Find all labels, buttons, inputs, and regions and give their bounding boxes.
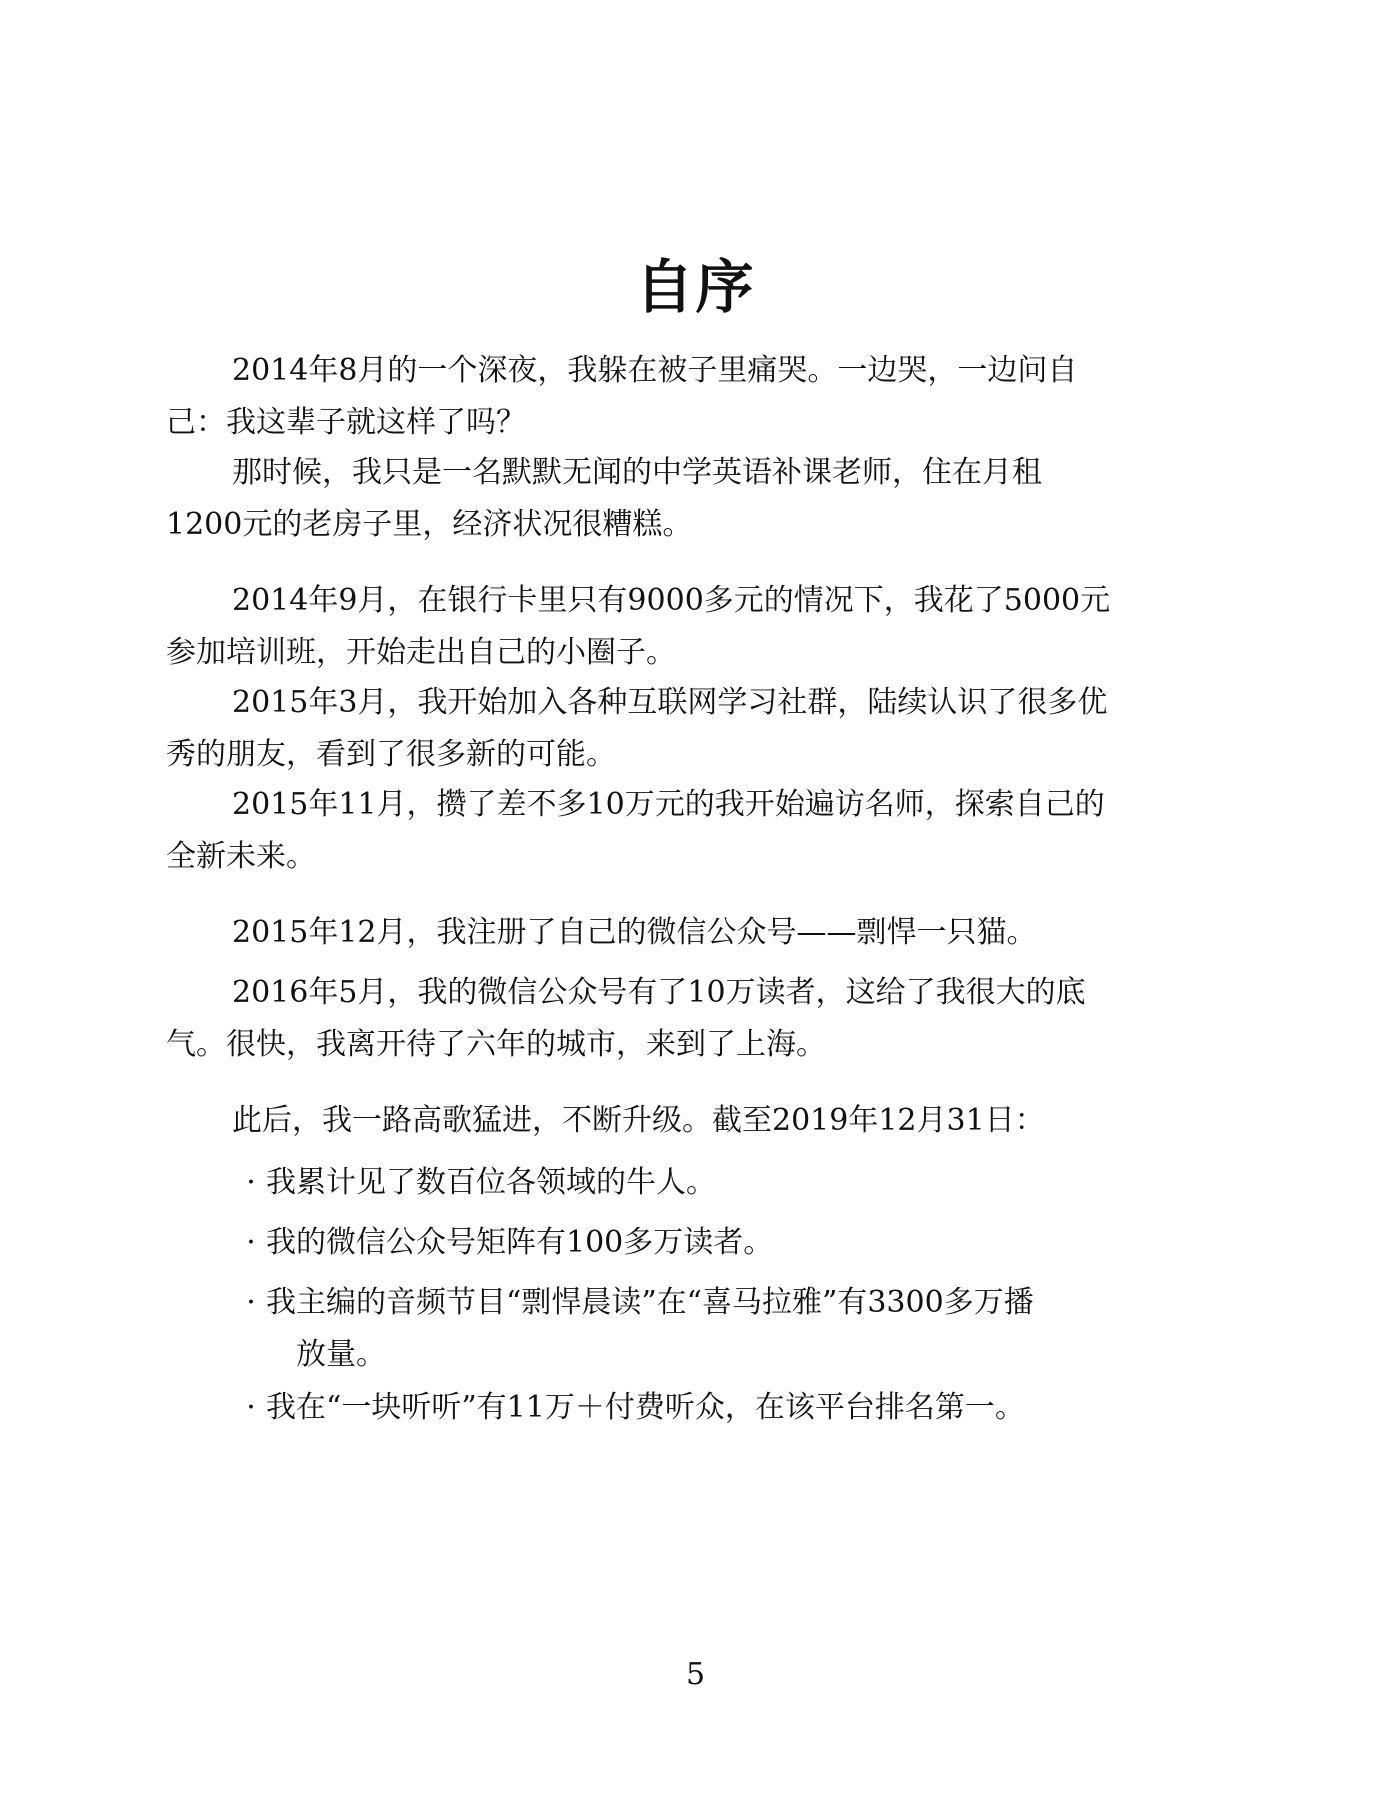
paragraph-line: 2016年5月，我的微信公众号有了10万读者，这给了我很大的底 (232, 975, 1086, 1010)
bullet-mark: · (246, 1390, 256, 1425)
paragraph-line: 2015年3月，我开始加入各种互联网学习社群，陆续认识了很多优 (232, 685, 1108, 720)
bullet-mark: · (246, 1285, 256, 1320)
paragraph-8 (166, 1095, 1226, 1147)
bullet-mark: · (246, 1165, 256, 1200)
paragraph-line: 秀的朋友，看到了很多新的可能。 (166, 737, 616, 772)
paragraph-line: 此后，我一路高歌猛进，不断升级。截至2019年12月31日： (232, 1103, 1045, 1138)
paragraph-2 (166, 447, 1226, 551)
paragraph-line: 1200元的老房子里，经济状况很糟糕。 (166, 507, 693, 542)
page-number: 5 (685, 1657, 706, 1692)
bullet-mark: · (246, 1225, 256, 1260)
bullet-text: 我的微信公众号矩阵有100多万读者。 (266, 1225, 774, 1260)
paragraph-line: 2014年9月，在银行卡里只有9000多元的情况下，我花了5000元 (232, 583, 1111, 618)
bullet-item-2 (236, 1217, 1226, 1269)
bullet-item-1 (236, 1157, 1226, 1209)
paragraph-4 (166, 677, 1226, 781)
bullet-item-3 (236, 1277, 1226, 1381)
paragraph-3 (166, 575, 1226, 679)
paragraph-line: 全新未来。 (166, 839, 316, 874)
paragraph-7 (166, 967, 1226, 1071)
paragraph-1 (166, 345, 1226, 449)
page-title: 自序 (635, 253, 756, 321)
bullet-text: 我在“一块听听”有11万＋付费听众，在该平台排名第一。 (266, 1390, 1025, 1425)
bullet-item-4 (236, 1382, 1226, 1434)
bullet-text: 我累计见了数百位各领域的牛人。 (266, 1165, 716, 1200)
bullet-text-continued: 放量。 (296, 1337, 386, 1372)
paragraph-line: 参加培训班，开始走出自己的小圈子。 (166, 635, 676, 670)
paragraph-line: 那时候，我只是一名默默无闻的中学英语补课老师，住在月租 (232, 455, 1042, 490)
paragraph-6 (166, 907, 1226, 959)
paragraph-line: 2015年12月，我注册了自己的微信公众号——剽悍一只猫。 (232, 915, 1037, 950)
paragraph-5 (166, 779, 1226, 883)
paragraph-line: 2015年11月，攒了差不多10万元的我开始遍访名师，探索自己的 (232, 787, 1105, 822)
bullet-text: 我主编的音频节目“剽悍晨读”在“喜马拉雅”有3300多万播 (266, 1285, 1034, 1320)
paragraph-line: 2014年8月的一个深夜，我躲在被子里痛哭。一边哭，一边问自 (232, 353, 1078, 388)
paragraph-line: 己：我这辈子就这样了吗？ (166, 405, 526, 440)
paragraph-line: 气。很快，我离开待了六年的城市，来到了上海。 (166, 1027, 826, 1062)
